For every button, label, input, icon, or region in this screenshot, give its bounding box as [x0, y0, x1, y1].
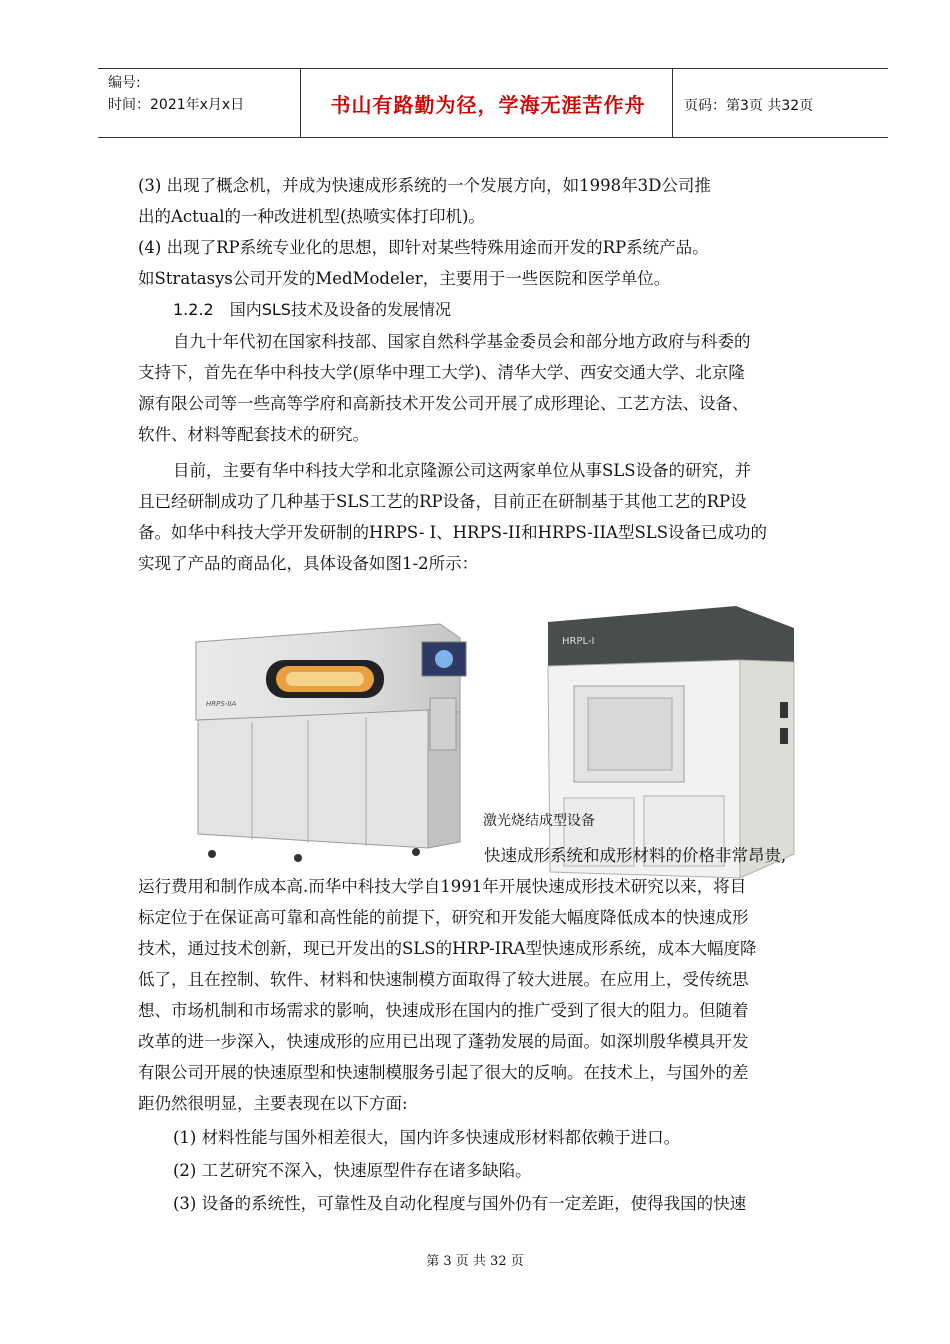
- paragraph-line: 想、市场机制和市场需求的影响，快速成形在国内的推广受到了很大的阻力。但随着: [138, 1001, 749, 1020]
- paragraph-line: 改革的进一步深入，快速成形的应用已出现了蓬勃发展的局面。如深圳殷华模具开发: [138, 1032, 749, 1051]
- figure-caption-fragment: 激光烧结成型设备: [483, 813, 595, 829]
- machine-label-hrps: HRPS-IIA: [206, 700, 237, 708]
- paragraph-line: 有限公司开展的快速原型和快速制模服务引起了很大的反响。在技术上，与国外的差: [138, 1063, 749, 1082]
- header-divider: [672, 69, 673, 137]
- page-header: [98, 68, 888, 138]
- header-divider: [300, 69, 301, 137]
- paragraph-line: 标定位于在保证高可靠和高性能的前提下，研究和开发能大幅度降低成本的快速成形: [138, 908, 749, 927]
- paragraph-line: (4) 出现了RP系统专业化的思想，即针对某些特殊用途而开发的RP系统产品。: [138, 238, 709, 257]
- paragraph-line: 低了，且在控制、软件、材料和快速制模方面取得了较大进展。在应用上，受传统思: [138, 970, 749, 989]
- paragraph-line-partial: 运行费用和制作成本高.而华中科技大学自1991年开展快速成形技术研究以来，将目: [138, 877, 747, 896]
- paragraph-line: 且已经研制成功了几种基于SLS工艺的RP设备，目前正在研制基于其他工艺的RP设: [138, 492, 747, 511]
- paragraph-line: 自九十年代初在国家科技部、国家自然科学基金委员会和部分地方政府与科委的: [173, 332, 751, 351]
- paragraph-line: 备。如华中科技大学开发研制的HRPS- I、HRPS-II和HRPS-IIA型SLS设备已成功的: [138, 523, 768, 542]
- paragraph-line: 出的Actual的一种改进机型(热喷实体打印机)。: [138, 207, 485, 226]
- machine-label-hrpl: HRPL-I: [562, 636, 595, 647]
- paragraph-line: 如Stratasys公司开发的MedModeler，主要用于一些医院和医学单位。: [138, 269, 671, 288]
- list-item: (1) 材料性能与国外相差很大，国内许多快速成形材料都依赖于进口。: [173, 1128, 681, 1147]
- list-item: (2) 工艺研究不深入，快速原型件存在诸多缺陷。: [173, 1161, 532, 1180]
- page-footer: 第 3 页 共 32 页: [426, 1254, 524, 1269]
- paragraph-line: 距仍然很明显，主要表现在以下方面:: [138, 1094, 408, 1113]
- paragraph-line: 实现了产品的商品化，具体设备如图1-2所示：: [138, 554, 479, 573]
- date-text: 时间：2021年x月x日: [108, 97, 245, 113]
- sls-machine-photo-left: [190, 602, 472, 866]
- paragraph-line-partial: 快速成形系统和成形材料的价格非常昂贵,: [484, 846, 787, 865]
- paragraph-line: (3) 出现了概念机，并成为快速成形系统的一个发展方向，如1998年3D公司推: [138, 176, 711, 195]
- header-page-number: 页码：第3页 共32页: [684, 98, 814, 114]
- list-item: (3) 设备的系统性，可靠性及自动化程度与国外仍有一定差距，使得我国的快速: [173, 1194, 747, 1213]
- header-meta: [108, 72, 244, 116]
- paragraph-line: 技术，通过技术创新，现已开发出的SLS的HRP-IRA型快速成形系统，成本大幅度降: [138, 939, 757, 958]
- header-motto: 书山有路勤为径，学海无涯苦作舟: [330, 93, 646, 117]
- sls-machine-photo-right: [544, 602, 819, 880]
- section-heading: 1.2.2 国内SLS技术及设备的发展情况: [173, 300, 451, 319]
- paragraph-line: 软件、材料等配套技术的研究。: [138, 425, 369, 444]
- paragraph-line: 源有限公司等一些高等学府和高新技术开发公司开展了成形理论、工艺方法、设备、: [138, 394, 749, 413]
- paragraph-line: 目前，主要有华中科技大学和北京隆源公司这两家单位从事SLS设备的研究，并: [173, 461, 752, 480]
- paragraph-line: 支持下，首先在华中科技大学(原华中理工大学)、清华大学、西安交通大学、北京隆: [138, 363, 745, 382]
- doc-number-label: 编号:: [108, 75, 141, 91]
